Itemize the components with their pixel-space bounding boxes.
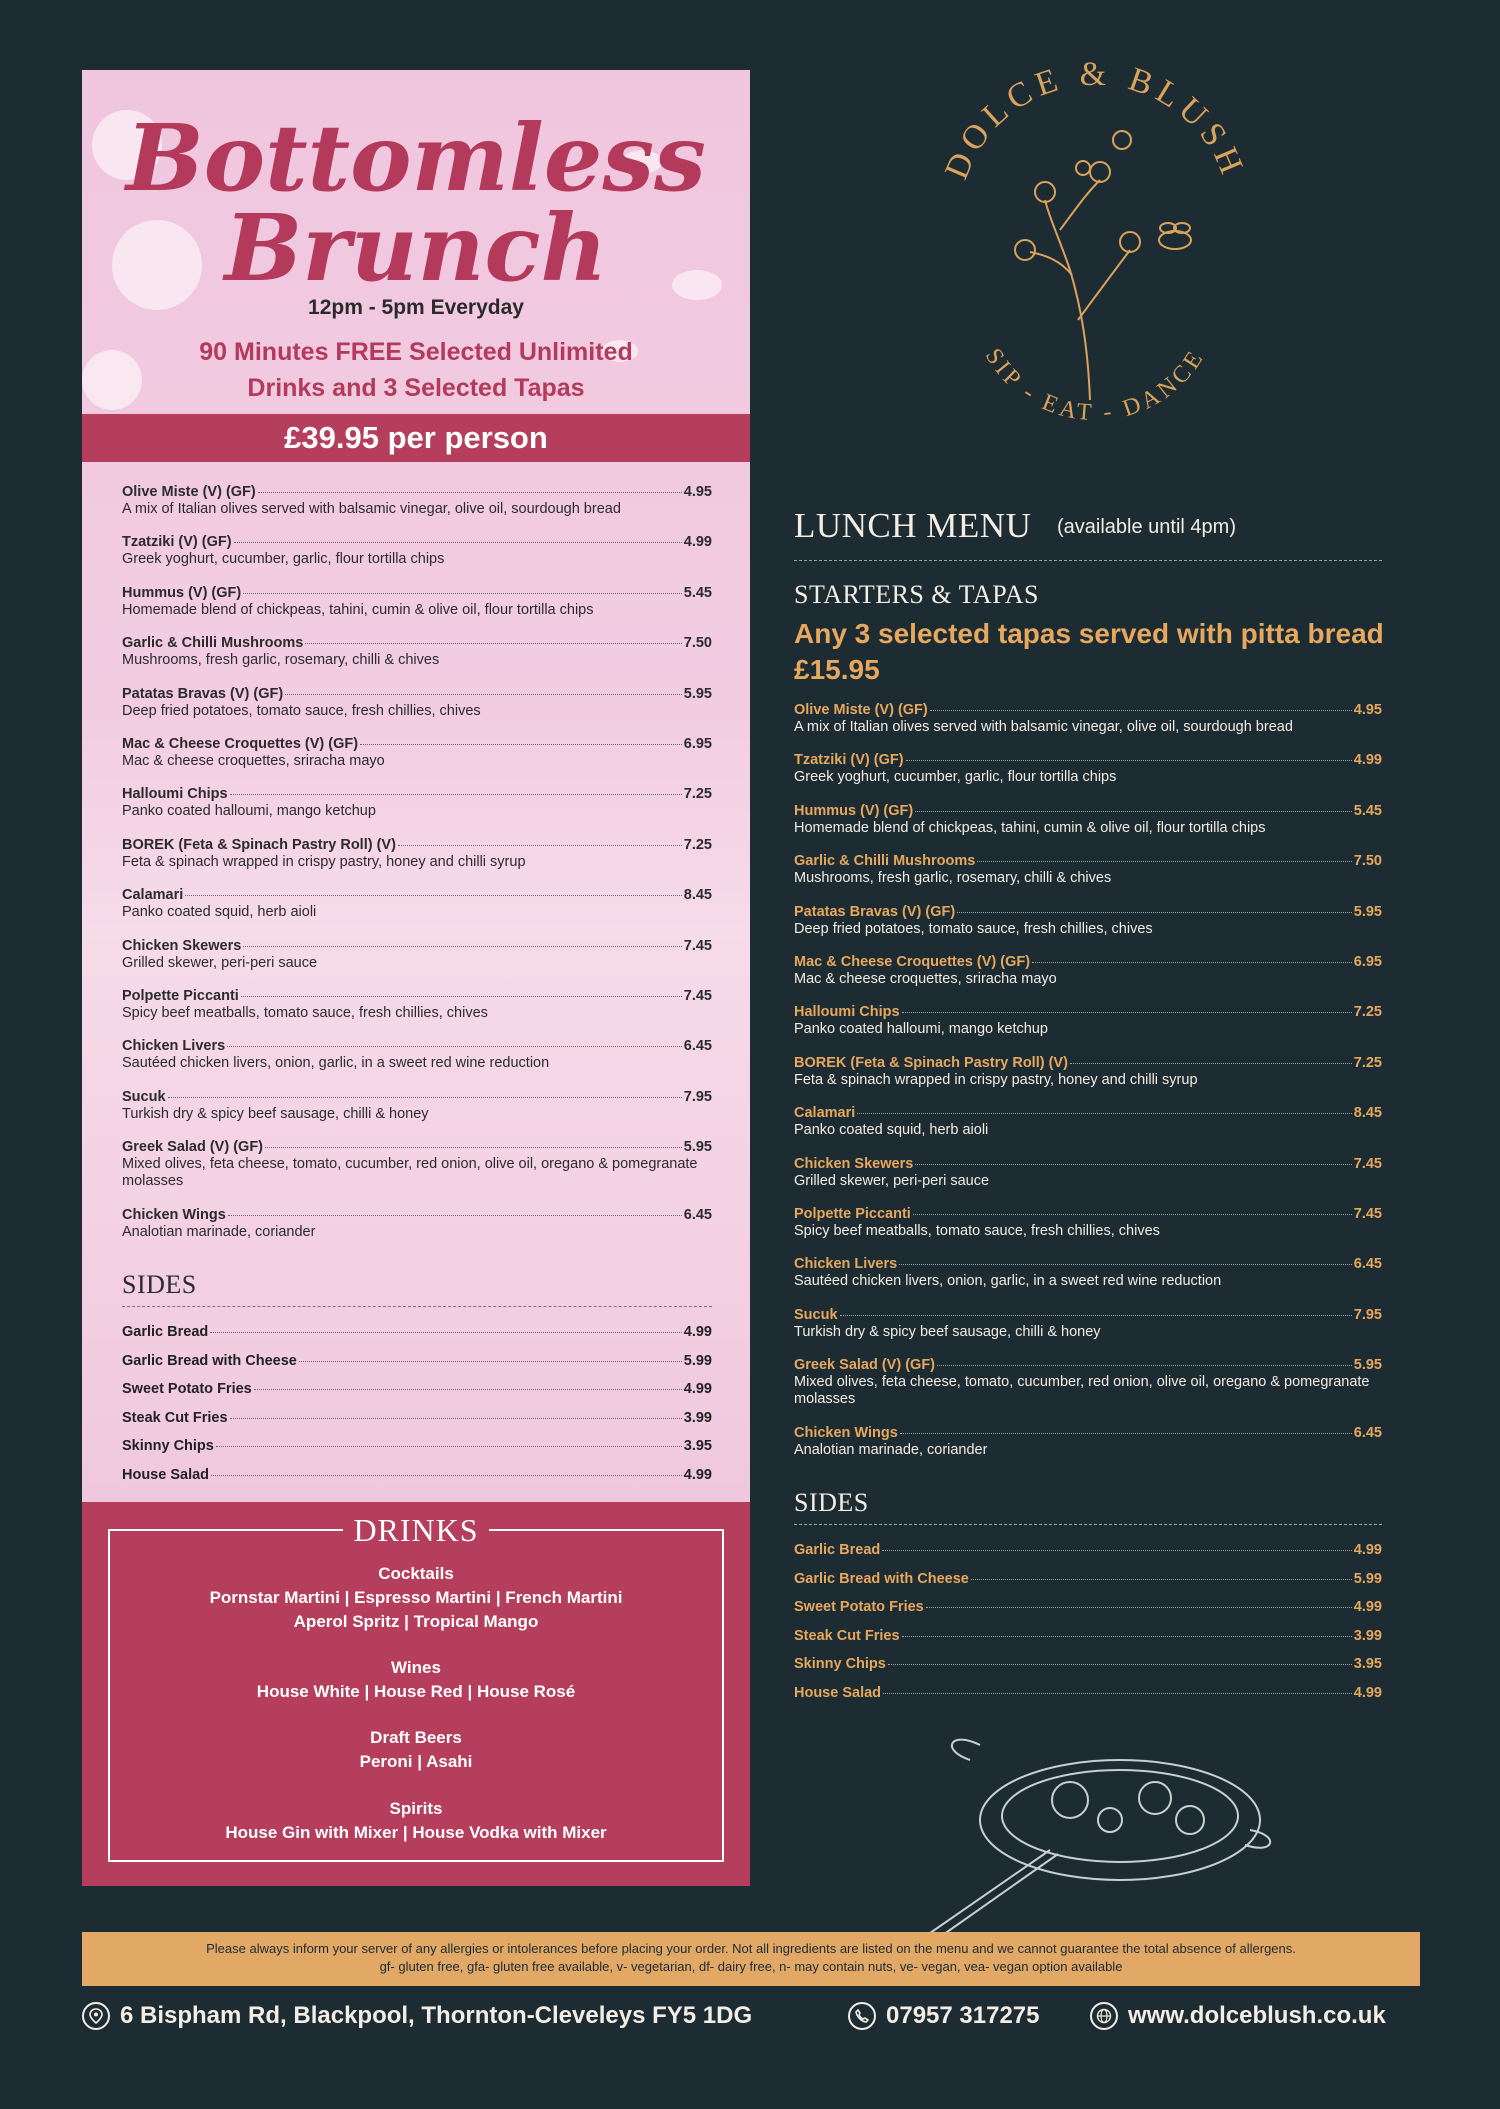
website[interactable] bbox=[1090, 2002, 1386, 2030]
menu-item bbox=[794, 803, 1382, 853]
menu-item-price: 4.99 bbox=[1353, 1684, 1382, 1701]
menu-item-description: Turkish dry & spicy beef sausage, chilli & honey bbox=[794, 1323, 1101, 1340]
menu-item-line bbox=[794, 1599, 1382, 1615]
divider bbox=[794, 560, 1382, 561]
menu-item-description: Homemade blend of chickpeas, tahini, cumin & olive oil, flour tortilla chips bbox=[122, 601, 594, 618]
menu-item-description: Feta & spinach wrapped in crispy pastry, honey and chilli syrup bbox=[794, 1071, 1198, 1088]
menu-item-description: Spicy beef meatballs, tomato sauce, fresh chillies, chives bbox=[122, 1004, 488, 1021]
menu-item-line bbox=[122, 585, 712, 601]
menu-item-price: 7.25 bbox=[683, 836, 712, 853]
phone[interactable] bbox=[848, 2002, 1040, 2030]
menu-item-line bbox=[122, 1139, 712, 1155]
drink-line: House Gin with Mixer | House Vodka with Mixer bbox=[225, 1823, 607, 1842]
brunch-panel bbox=[82, 70, 750, 1886]
dot-leader bbox=[210, 1332, 682, 1333]
menu-item-name: Garlic Bread with Cheese bbox=[122, 1352, 297, 1369]
dot-leader bbox=[305, 643, 681, 644]
menu-item-line bbox=[794, 702, 1382, 718]
menu-item-description: Spicy beef meatballs, tomato sauce, fresh chillies, chives bbox=[794, 1222, 1160, 1239]
side-item bbox=[122, 1410, 712, 1439]
menu-item-name: Hummus (V) (GF) bbox=[794, 802, 914, 819]
side-item bbox=[794, 1685, 1382, 1714]
menu-item-price: 7.45 bbox=[1353, 1205, 1382, 1222]
menu-item-line bbox=[794, 1256, 1382, 1272]
menu-item bbox=[122, 534, 712, 584]
menu-item-description: A mix of Italian olives served with balsamic vinegar, olive oil, sourdough bread bbox=[794, 719, 1293, 735]
logo-tagline: SIP - EAT - DANCE bbox=[979, 343, 1211, 427]
menu-item-price: 3.99 bbox=[1353, 1627, 1382, 1644]
menu-item-price: 3.95 bbox=[1353, 1656, 1382, 1673]
menu-item-name: Garlic & Chilli Mushrooms bbox=[794, 853, 976, 870]
dot-leader bbox=[915, 1164, 1351, 1165]
drink-group-wines bbox=[82, 1656, 750, 1704]
menu-item-line bbox=[122, 1207, 712, 1223]
menu-item-name: Chicken Skewers bbox=[122, 937, 242, 954]
menu-item-line bbox=[794, 752, 1382, 768]
menu-item-name: Garlic Bread with Cheese bbox=[794, 1570, 969, 1587]
globe-icon bbox=[1090, 2002, 1118, 2030]
menu-item-description: Turkish dry & spicy beef sausage, chilli & honey bbox=[122, 1105, 429, 1122]
dot-leader bbox=[185, 895, 682, 896]
menu-item-price: 4.99 bbox=[683, 1324, 712, 1340]
dot-leader bbox=[882, 1550, 1352, 1551]
menu-item-price: 8.45 bbox=[683, 887, 712, 904]
starters-title: STARTERS & TAPAS bbox=[794, 580, 1040, 609]
menu-item bbox=[794, 904, 1382, 954]
menu-item-price: 7.25 bbox=[1353, 1054, 1382, 1071]
menu-item-name: BOREK (Feta & Spinach Pastry Roll) (V) bbox=[122, 836, 396, 853]
menu-item-name: Steak Cut Fries bbox=[122, 1409, 228, 1426]
menu-item bbox=[794, 1425, 1382, 1475]
menu-item-line bbox=[122, 1467, 712, 1483]
menu-item-price: 7.25 bbox=[683, 786, 712, 803]
brunch-item-list bbox=[122, 484, 712, 1257]
bee-icon bbox=[1159, 223, 1191, 249]
menu-item-line bbox=[794, 853, 1382, 869]
menu-item bbox=[794, 1357, 1382, 1425]
menu-item bbox=[122, 585, 712, 635]
dot-leader bbox=[906, 760, 1352, 761]
menu-item-line bbox=[794, 1055, 1382, 1071]
menu-item-price: 5.95 bbox=[1353, 1357, 1382, 1374]
menu-item bbox=[794, 1055, 1382, 1105]
menu-item bbox=[122, 736, 712, 786]
lunch-menu-title: LUNCH MENU bbox=[794, 506, 1032, 545]
brunch-title-line1: Bottomless bbox=[126, 104, 706, 212]
dot-leader bbox=[957, 912, 1352, 913]
menu-item-description: Mushrooms, fresh garlic, rosemary, chilli & chives bbox=[122, 652, 440, 669]
menu-item bbox=[794, 1004, 1382, 1054]
menu-item-price: 7.95 bbox=[683, 1088, 712, 1105]
menu-item-price: 4.99 bbox=[1353, 1599, 1382, 1616]
dot-leader bbox=[913, 1214, 1352, 1215]
drink-line: Aperol Spritz | Tropical Mango bbox=[293, 1612, 539, 1631]
side-item bbox=[122, 1467, 712, 1496]
menu-item-name: House Salad bbox=[122, 1466, 210, 1483]
menu-item-price: 7.45 bbox=[683, 987, 712, 1004]
menu-item-price: 4.99 bbox=[683, 1466, 712, 1483]
brunch-offer bbox=[142, 334, 690, 406]
menu-item-price: 7.95 bbox=[1353, 1306, 1382, 1323]
menu-item bbox=[122, 786, 712, 836]
menu-item-price: 4.95 bbox=[1353, 702, 1382, 718]
side-item bbox=[794, 1542, 1382, 1571]
dot-leader bbox=[168, 1097, 682, 1098]
menu-item bbox=[122, 484, 712, 534]
brunch-sides-list bbox=[122, 1324, 712, 1496]
menu-item-price: 3.95 bbox=[683, 1438, 712, 1455]
menu-item-price: 7.50 bbox=[683, 635, 712, 652]
dot-leader bbox=[265, 1147, 682, 1148]
menu-item-price: 6.45 bbox=[683, 1207, 712, 1224]
menu-item-name: Calamari bbox=[794, 1105, 856, 1122]
website-link[interactable]: www.dolceblush.co.uk bbox=[1128, 2002, 1386, 2029]
menu-item-line bbox=[794, 1105, 1382, 1121]
brunch-sides-heading: SIDES bbox=[122, 1270, 712, 1307]
menu-item-description: Sautéed chicken livers, onion, garlic, in a sweet red wine reduction bbox=[122, 1055, 550, 1072]
menu-item-description: Mixed olives, feta cheese, tomato, cucumber, red onion, olive oil, oregano & pomegranate molasses bbox=[794, 1374, 1370, 1408]
menu-item-description: Feta & spinach wrapped in crispy pastry, honey and chilli syrup bbox=[122, 853, 526, 870]
menu-item-line bbox=[122, 736, 712, 752]
menu-item-description: Homemade blend of chickpeas, tahini, cumin & olive oil, flour tortilla chips bbox=[794, 819, 1266, 836]
dot-leader bbox=[930, 710, 1352, 711]
drink-group-heading: Spirits bbox=[389, 1799, 443, 1818]
menu-item-price: 4.99 bbox=[1353, 1542, 1382, 1558]
menu-item bbox=[122, 686, 712, 736]
menu-item-price: 5.95 bbox=[1353, 903, 1382, 920]
dot-leader bbox=[254, 1389, 682, 1390]
drink-group-cocktails bbox=[82, 1562, 750, 1634]
menu-item-price: 4.99 bbox=[683, 1381, 712, 1398]
menu-item-description: Panko coated squid, herb aioli bbox=[794, 1122, 989, 1139]
menu-item-name: Greek Salad (V) (GF) bbox=[794, 1357, 936, 1374]
drink-line: Pornstar Martini | Espresso Martini | French Martini bbox=[209, 1588, 623, 1607]
dot-leader bbox=[241, 996, 682, 997]
menu-item-line bbox=[794, 954, 1382, 970]
menu-item-line bbox=[122, 1381, 712, 1397]
dot-leader bbox=[915, 811, 1352, 812]
menu-item-description: Grilled skewer, peri-peri sauce bbox=[122, 954, 318, 971]
menu-item-name: Chicken Skewers bbox=[794, 1155, 914, 1172]
menu-item-price: 7.25 bbox=[1353, 1004, 1382, 1021]
menu-item-name: Sweet Potato Fries bbox=[794, 1599, 924, 1616]
menu-item-name: Skinny Chips bbox=[122, 1438, 214, 1455]
dot-leader bbox=[840, 1315, 1352, 1316]
side-item bbox=[794, 1656, 1382, 1685]
menu-item-description: Grilled skewer, peri-peri sauce bbox=[794, 1172, 990, 1189]
menu-item-line bbox=[794, 1206, 1382, 1222]
menu-item-name: Garlic Bread bbox=[122, 1324, 209, 1340]
menu-item-name: Mac & Cheese Croquettes (V) (GF) bbox=[794, 953, 1031, 970]
menu-item-name: Hummus (V) (GF) bbox=[122, 584, 242, 601]
menu-item-line bbox=[794, 1425, 1382, 1441]
menu-item-description: Analotian marinade, coriander bbox=[122, 1224, 316, 1241]
address-text: 6 Bispham Rd, Blackpool, Thornton-Cleveleys FY5 1DG bbox=[120, 2002, 753, 2029]
menu-item-price: 5.45 bbox=[683, 584, 712, 601]
dot-leader bbox=[937, 1365, 1352, 1366]
menu-item-name: Sweet Potato Fries bbox=[122, 1381, 252, 1398]
dot-leader bbox=[902, 1636, 1352, 1637]
menu-item-line bbox=[122, 837, 712, 853]
brunch-price-banner: £39.95 per person bbox=[82, 414, 750, 462]
dot-leader bbox=[360, 744, 682, 745]
menu-item-name: Patatas Bravas (V) (GF) bbox=[794, 903, 956, 920]
menu-item-description: A mix of Italian olives served with balsamic vinegar, olive oil, sourdough bread bbox=[122, 501, 621, 517]
menu-item-price: 6.45 bbox=[683, 1038, 712, 1055]
menu-item-line bbox=[122, 938, 712, 954]
drinks-title bbox=[82, 1512, 750, 1549]
menu-item-line bbox=[122, 686, 712, 702]
menu-item-line bbox=[794, 1571, 1382, 1587]
menu-item-name: Tzatziki (V) (GF) bbox=[122, 534, 232, 551]
dot-leader bbox=[243, 593, 682, 594]
location-pin-icon bbox=[82, 2002, 110, 2030]
menu-item-description: Deep fried potatoes, tomato sauce, fresh chillies, chives bbox=[794, 920, 1153, 937]
menu-item-description: Sautéed chicken livers, onion, garlic, in a sweet red wine reduction bbox=[794, 1273, 1222, 1290]
side-item bbox=[122, 1381, 712, 1410]
menu-item-name: Sucuk bbox=[794, 1306, 838, 1323]
lunch-item-list bbox=[794, 702, 1382, 1475]
menu-item bbox=[122, 837, 712, 887]
blossom-branch-icon bbox=[1015, 131, 1140, 400]
side-item bbox=[794, 1628, 1382, 1657]
logo-name: DOLCE & BLUSH bbox=[938, 60, 1252, 185]
dot-leader bbox=[299, 1361, 682, 1362]
svg-text:SIP - EAT - DANCE bbox=[980, 344, 1210, 426]
drink-group-heading: Draft Beers bbox=[370, 1728, 462, 1747]
menu-item-line bbox=[794, 1156, 1382, 1172]
drink-line: Peroni | Asahi bbox=[359, 1752, 473, 1771]
dot-leader bbox=[857, 1113, 1352, 1114]
menu-item-price: 4.99 bbox=[1353, 752, 1382, 769]
menu-item-name: Halloumi Chips bbox=[794, 1004, 900, 1021]
drinks-section bbox=[82, 1502, 750, 1886]
paella-pan-illustration bbox=[900, 1720, 1280, 1950]
menu-item bbox=[122, 938, 712, 988]
menu-item-line bbox=[794, 1542, 1382, 1558]
menu-item-price: 7.50 bbox=[1353, 853, 1382, 870]
dolce-blush-logo bbox=[900, 60, 1280, 460]
menu-item-description: Mac & cheese croquettes, sriracha mayo bbox=[122, 752, 385, 769]
menu-item-description: Mac & cheese croquettes, sriracha mayo bbox=[794, 970, 1057, 987]
menu-item bbox=[122, 1139, 712, 1207]
address bbox=[82, 2002, 752, 2030]
dot-leader bbox=[243, 946, 681, 947]
menu-item-price: 5.95 bbox=[683, 1139, 712, 1156]
menu-item-line bbox=[794, 1357, 1382, 1373]
menu-item bbox=[794, 1105, 1382, 1155]
menu-item-price: 6.45 bbox=[1353, 1256, 1382, 1273]
menu-item-description: Greek yoghurt, cucumber, garlic, flour tortilla chips bbox=[122, 551, 445, 568]
menu-item bbox=[794, 702, 1382, 752]
dot-leader bbox=[926, 1607, 1352, 1608]
menu-item-line bbox=[794, 1656, 1382, 1672]
phone-number[interactable]: 07957 317275 bbox=[886, 2002, 1040, 2029]
menu-item-name: Greek Salad (V) (GF) bbox=[122, 1139, 264, 1156]
menu-item-line bbox=[122, 534, 712, 550]
menu-item-name: Sucuk bbox=[122, 1088, 166, 1105]
dot-leader bbox=[258, 492, 682, 493]
dot-leader bbox=[900, 1433, 1352, 1434]
dot-leader bbox=[227, 1046, 682, 1047]
dot-leader bbox=[216, 1446, 682, 1447]
menu-item-name: Polpette Piccanti bbox=[122, 987, 239, 1004]
menu-item-description: Mushrooms, fresh garlic, rosemary, chilli & chives bbox=[794, 870, 1112, 887]
allergy-notice-line2: gf- gluten free, gfa- gluten free available, v- vegetarian, df- dairy free, n- may contain nuts, ve- vegan, vea- vegan option available bbox=[379, 1959, 1123, 1974]
menu-item-description: Deep fried potatoes, tomato sauce, fresh chillies, chives bbox=[122, 702, 481, 719]
lunch-menu-subtitle: (available until 4pm) bbox=[1057, 516, 1236, 538]
menu-item-line bbox=[122, 635, 712, 651]
menu-item-line bbox=[794, 1004, 1382, 1020]
menu-item-line bbox=[122, 1324, 712, 1340]
menu-item-name: Garlic Bread bbox=[794, 1542, 881, 1558]
allergy-notice bbox=[82, 1932, 1420, 1986]
menu-item-name: BOREK (Feta & Spinach Pastry Roll) (V) bbox=[794, 1054, 1068, 1071]
phone-icon bbox=[848, 2002, 876, 2030]
menu-item-price: 5.99 bbox=[1353, 1570, 1382, 1587]
menu-item-name: Chicken Wings bbox=[122, 1207, 226, 1224]
menu-item bbox=[122, 1038, 712, 1088]
menu-item-name: Chicken Livers bbox=[122, 1038, 226, 1055]
brunch-offer-line2: Drinks and 3 Selected Tapas bbox=[247, 374, 585, 402]
menu-item-line bbox=[122, 1089, 712, 1105]
lunch-sides-list bbox=[794, 1542, 1382, 1714]
brunch-hours: 12pm - 5pm Everyday bbox=[308, 296, 524, 319]
menu-item-line bbox=[122, 887, 712, 903]
menu-item bbox=[794, 1206, 1382, 1256]
side-item bbox=[122, 1353, 712, 1382]
menu-item-line bbox=[122, 1353, 712, 1369]
menu-item-price: 6.45 bbox=[1353, 1425, 1382, 1442]
menu-item-name: Chicken Livers bbox=[794, 1256, 898, 1273]
dot-leader bbox=[230, 794, 682, 795]
menu-item bbox=[122, 988, 712, 1038]
menu-item-name: Tzatziki (V) (GF) bbox=[794, 752, 904, 769]
menu-item-name: Garlic & Chilli Mushrooms bbox=[122, 635, 304, 652]
menu-item-line bbox=[794, 1628, 1382, 1644]
menu-item-name: Steak Cut Fries bbox=[794, 1627, 900, 1644]
menu-item-price: 6.95 bbox=[683, 735, 712, 752]
menu-item-description: Panko coated halloumi, mango ketchup bbox=[122, 803, 376, 820]
menu-item-line bbox=[122, 786, 712, 802]
drinks-title-text: DRINKS bbox=[343, 1512, 488, 1548]
dot-leader bbox=[211, 1475, 682, 1476]
menu-item bbox=[122, 1089, 712, 1139]
menu-item bbox=[794, 1156, 1382, 1206]
dot-leader bbox=[1070, 1063, 1352, 1064]
menu-item-line bbox=[122, 484, 712, 500]
menu-item-name: Mac & Cheese Croquettes (V) (GF) bbox=[122, 735, 359, 752]
menu-item-line bbox=[794, 803, 1382, 819]
dot-leader bbox=[234, 542, 682, 543]
dot-leader bbox=[883, 1693, 1352, 1694]
drink-group-beers bbox=[82, 1726, 750, 1774]
menu-item-price: 7.45 bbox=[1353, 1155, 1382, 1172]
menu-item-name: Halloumi Chips bbox=[122, 786, 228, 803]
menu-item-description: Greek yoghurt, cucumber, garlic, flour tortilla chips bbox=[794, 769, 1117, 786]
drink-group-spirits bbox=[82, 1797, 750, 1845]
menu-item-line bbox=[794, 904, 1382, 920]
menu-item-description: Panko coated squid, herb aioli bbox=[122, 904, 317, 921]
allergy-notice-line1: Please always inform your server of any allergies or intolerances before placing your order. Not all ingredients are listed on the menu and we cannot guarantee the total absence of allergens. bbox=[206, 1941, 1296, 1956]
brunch-offer-line1: 90 Minutes FREE Selected Unlimited bbox=[199, 338, 633, 366]
dot-leader bbox=[230, 1418, 682, 1419]
drink-group-heading: Cocktails bbox=[378, 1564, 454, 1583]
dot-leader bbox=[971, 1579, 1352, 1580]
menu-item-price: 3.99 bbox=[683, 1409, 712, 1426]
menu-item bbox=[794, 752, 1382, 802]
starters-offer: Any 3 selected tapas served with pitta bread £15.95 bbox=[794, 618, 1384, 685]
drink-line: House White | House Red | House Rosé bbox=[256, 1682, 576, 1701]
blossom-decoration bbox=[82, 350, 142, 410]
side-item bbox=[122, 1438, 712, 1467]
dot-leader bbox=[285, 694, 682, 695]
menu-item bbox=[794, 954, 1382, 1004]
brunch-menu-card bbox=[82, 70, 750, 1502]
dot-leader bbox=[899, 1264, 1352, 1265]
menu-item-description: Analotian marinade, coriander bbox=[794, 1442, 988, 1459]
menu-item-name: Patatas Bravas (V) (GF) bbox=[122, 685, 284, 702]
menu-item-description: Panko coated halloumi, mango ketchup bbox=[794, 1021, 1048, 1038]
menu-item-name: Polpette Piccanti bbox=[794, 1205, 911, 1222]
menu-item bbox=[794, 1256, 1382, 1306]
menu-item-name: Olive Miste (V) (GF) bbox=[122, 484, 256, 500]
menu-item-line bbox=[122, 988, 712, 1004]
dot-leader bbox=[228, 1215, 682, 1216]
menu-item-line bbox=[122, 1410, 712, 1426]
menu-item bbox=[122, 635, 712, 685]
dot-leader bbox=[977, 861, 1351, 862]
menu-item-description: Mixed olives, feta cheese, tomato, cucumber, red onion, olive oil, oregano & pomegranate molasses bbox=[122, 1156, 698, 1190]
contact-bar bbox=[82, 2002, 1420, 2042]
menu-item-price: 5.99 bbox=[683, 1352, 712, 1369]
menu-item-price: 6.95 bbox=[1353, 953, 1382, 970]
menu-item-line bbox=[122, 1038, 712, 1054]
drink-group-heading: Wines bbox=[391, 1658, 441, 1677]
menu-item-price: 8.45 bbox=[1353, 1105, 1382, 1122]
dot-leader bbox=[1032, 962, 1352, 963]
menu-item bbox=[122, 1207, 712, 1257]
side-item bbox=[122, 1324, 712, 1353]
menu-item bbox=[794, 853, 1382, 903]
brunch-title-line2: Brunch bbox=[224, 194, 608, 302]
menu-item-name: House Salad bbox=[794, 1684, 882, 1701]
menu-item-price: 4.99 bbox=[683, 534, 712, 551]
menu-item-line bbox=[794, 1307, 1382, 1323]
dot-leader bbox=[398, 845, 682, 846]
menu-item-name: Chicken Wings bbox=[794, 1425, 898, 1442]
menu-item-price: 5.95 bbox=[683, 685, 712, 702]
menu-item-name: Olive Miste (V) (GF) bbox=[794, 702, 928, 718]
dot-leader bbox=[902, 1012, 1352, 1013]
menu-item bbox=[122, 887, 712, 937]
menu-item bbox=[794, 1307, 1382, 1357]
menu-item-line bbox=[122, 1438, 712, 1454]
menu-item-price: 7.45 bbox=[683, 937, 712, 954]
lunch-sides-heading: SIDES bbox=[794, 1488, 1382, 1525]
menu-item-price: 5.45 bbox=[1353, 802, 1382, 819]
menu-item-price: 4.95 bbox=[683, 484, 712, 500]
dot-leader bbox=[888, 1664, 1352, 1665]
menu-item-name: Skinny Chips bbox=[794, 1656, 886, 1673]
side-item bbox=[794, 1571, 1382, 1600]
svg-text:DOLCE & BLUSH bbox=[938, 60, 1252, 185]
menu-item-line bbox=[794, 1685, 1382, 1701]
side-item bbox=[794, 1599, 1382, 1628]
menu-item-name: Calamari bbox=[122, 887, 184, 904]
